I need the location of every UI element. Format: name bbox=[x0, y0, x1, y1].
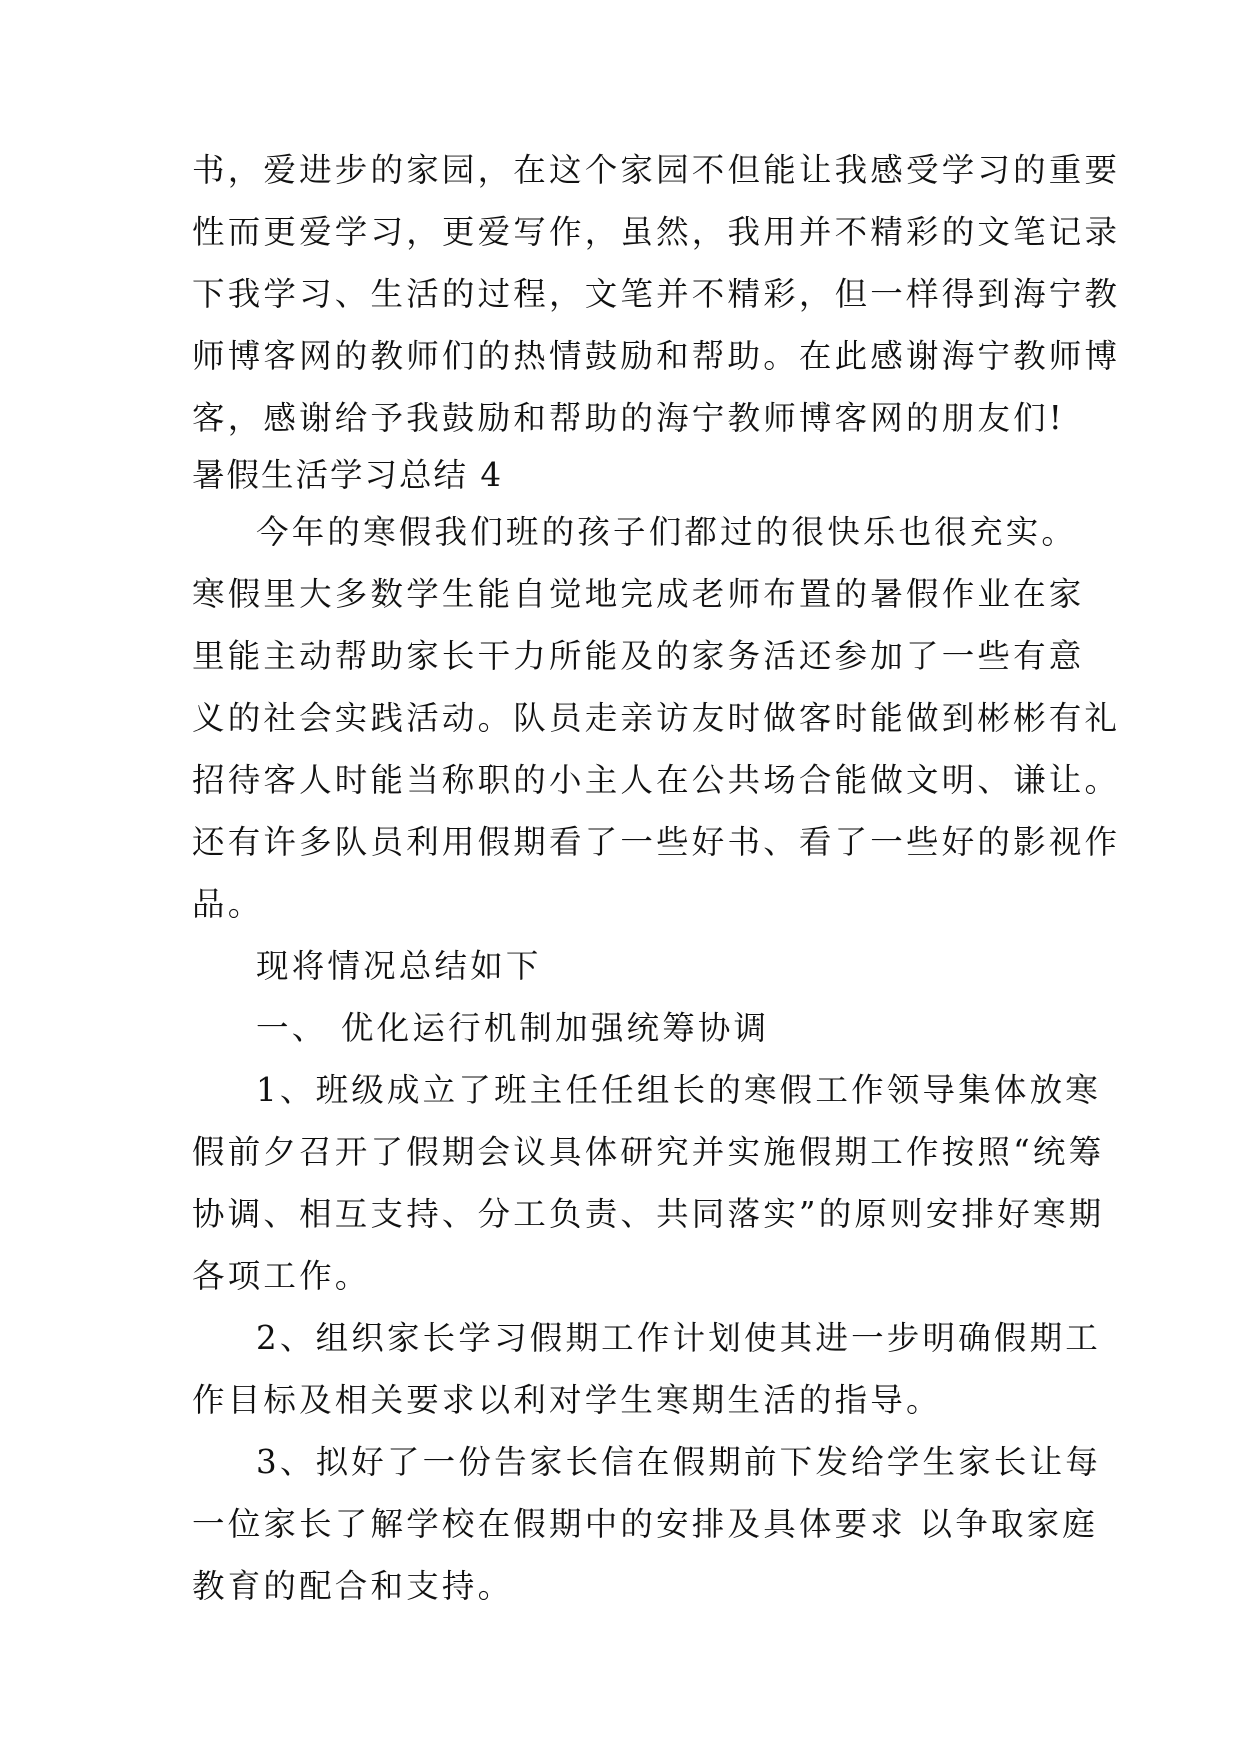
paragraph-line: 现将情况总结如下 bbox=[256, 947, 542, 985]
paragraph-line: 招待客人时能当称职的小主人在公共场合能做文明、谦让。 bbox=[192, 761, 1121, 799]
paragraph-line: 2、组织家长学习假期工作计划使其进一步明确假期工 bbox=[256, 1319, 1101, 1357]
paragraph-line: 下我学习、生活的过程，文笔并不精彩，但一样得到海宁教 bbox=[192, 275, 1121, 313]
paragraph-line: 书，爱进步的家园，在这个家园不但能让我感受学习的重要 bbox=[192, 151, 1121, 189]
paragraph-line: 教育的配合和支持。 bbox=[192, 1567, 514, 1605]
paragraph-line: 一位家长了解学校在假期中的安排及具体要求 以争取家庭 bbox=[192, 1505, 1099, 1543]
paragraph-line: 客，感谢给予我鼓励和帮助的海宁教师博客网的朋友们! bbox=[192, 399, 1066, 437]
paragraph-line: 性而更爱学习，更爱写作，虽然，我用并不精彩的文笔记录 bbox=[192, 213, 1121, 251]
paragraph-line: 1、班级成立了班主任任组长的寒假工作领导集体放寒 bbox=[256, 1071, 1101, 1109]
paragraph-line: 假前夕召开了假期会议具体研究并实施假期工作按照“统筹 bbox=[192, 1133, 1105, 1171]
section-heading: 暑假生活学习总结 4 bbox=[192, 456, 504, 494]
paragraph-line: 3、拟好了一份告家长信在假期前下发给学生家长让每 bbox=[256, 1443, 1101, 1481]
paragraph-line: 里能主动帮助家长干力所能及的家务活还参加了一些有意 bbox=[192, 637, 1085, 675]
paragraph-line: 作目标及相关要求以利对学生寒期生活的指导。 bbox=[192, 1381, 942, 1419]
paragraph-line: 今年的寒假我们班的孩子们都过的很快乐也很充实。 bbox=[256, 513, 1078, 551]
paragraph-line: 各项工作。 bbox=[192, 1257, 371, 1295]
paragraph-line: 师博客网的教师们的热情鼓励和帮助。在此感谢海宁教师博 bbox=[192, 337, 1121, 375]
paragraph-line: 品。 bbox=[192, 885, 264, 923]
list-heading: 一、 优化运行机制加强统筹协调 bbox=[256, 1009, 770, 1047]
paragraph-line: 寒假里大多数学生能自觉地完成老师布置的暑假作业在家 bbox=[192, 575, 1085, 613]
paragraph-line: 协调、相互支持、分工负责、共同落实”的原则安排好寒期 bbox=[192, 1195, 1105, 1233]
paragraph-line: 义的社会实践活动。队员走亲访友时做客时能做到彬彬有礼 bbox=[192, 699, 1121, 737]
paragraph-line: 还有许多队员利用假期看了一些好书、看了一些好的影视作 bbox=[192, 823, 1121, 861]
